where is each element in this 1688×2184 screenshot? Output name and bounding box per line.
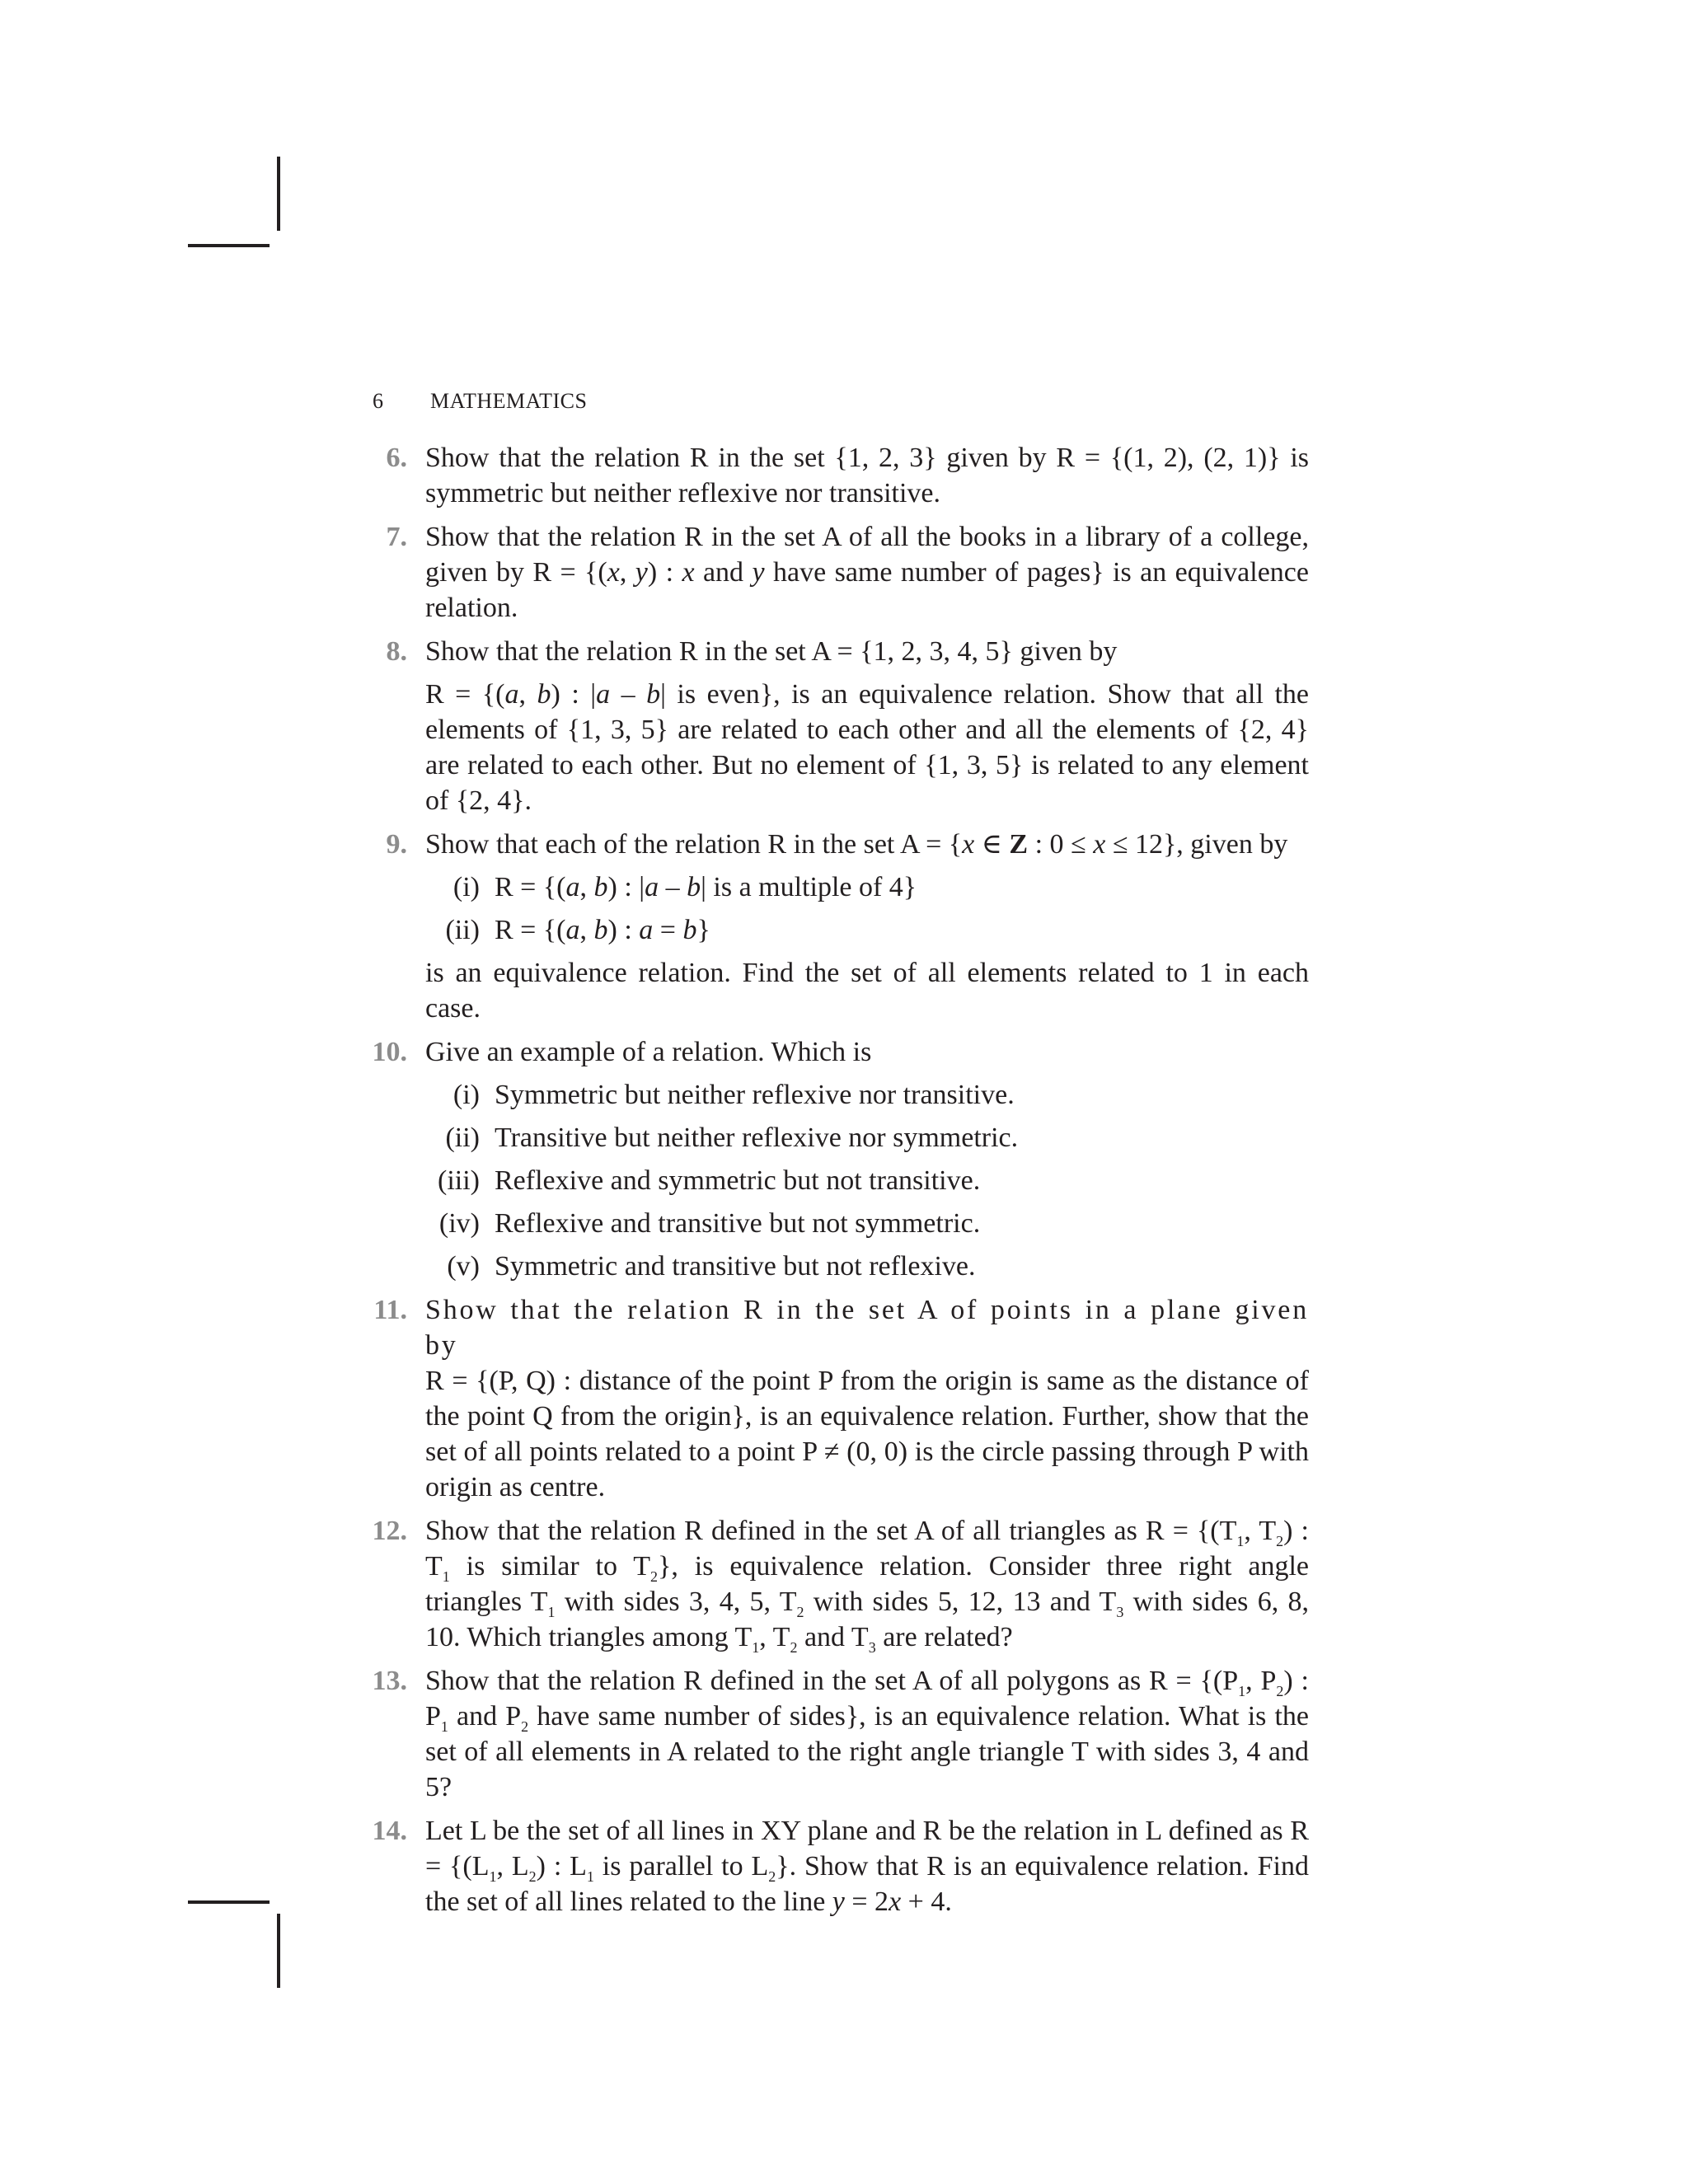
question-number: 7. — [386, 522, 407, 552]
question-number: 10. — [372, 1037, 407, 1067]
sub-item-text: Symmetric and transitive but not reflexive. — [495, 1251, 976, 1282]
sub-item-label: (v) — [447, 1251, 480, 1282]
sub-item-label: (iii) — [438, 1165, 480, 1196]
question-text: Show that the relation R defined in the set A of all triangles as $R = \{(T_1$, $T_2$) : $T_1$ is similar to $T_2$}, is equivalence relation. Consider three right angle triangles $T_1$ with sides 3, 4, 5, $T_2$ with sides 5, 12, 13 and $T_3$ with sides 6, 8, 10. Which triangles among $T_1$, $T_2$ and $T_3$ are related? — [425, 1516, 1309, 1656]
question-number: 11. — [373, 1295, 407, 1325]
crop-mark-bottom-vertical — [277, 1914, 280, 1988]
sub-item-text: Reflexive and transitive but not symmetric. — [495, 1208, 981, 1239]
question-text-continued: is an equivalence relation. Find the set of all elements related to 1 in each case. — [425, 958, 1309, 1024]
question-text-continued: R = {(a, b) : |a – b| is even}, is an equivalence relation. Show that all the elements of {1, 3, 5} are related to each other and all the elements of {2, 4} are related to each other. But no element of {1, 3, 5} is related to any element of {2, 4}. — [425, 679, 1309, 816]
question-text: Let L be the set of all lines in XY plane and R be the relation in L defined as $R = \{(L_1$, $L_2$) : $L_1$ is parallel to $L_2$}. Show that R is an equivalence relation. Find the set of all lines related to the line y = 2x + 4. — [425, 1816, 1309, 1917]
question-number: 14. — [372, 1816, 407, 1846]
question-13 — [363, 1663, 1309, 1805]
sub-item — [425, 1206, 1309, 1241]
sub-item-text: Transitive but neither reflexive nor symmetric. — [495, 1122, 1019, 1153]
question-text: Show that the relation R in the set A of points in a plane given by — [425, 1295, 1309, 1361]
question-9 — [363, 827, 1309, 1026]
page-number: 6 — [373, 389, 384, 413]
sub-item-text: R = {(a, b) : a = b} — [495, 915, 710, 945]
sub-item-label: (ii) — [445, 915, 480, 945]
sub-item — [425, 912, 1309, 948]
question-text: Show that the relation R defined in the set A of all polygons as $R = \{(P_1$, $P_2$) : $P_1$ and $P_2$ have same number of sides}, is an equivalence relation. What is the set of all elements in A related to the right angle triangle T with sides 3, 4 and 5? — [425, 1666, 1310, 1802]
question-number: 9. — [386, 829, 407, 860]
sub-item — [425, 1249, 1309, 1284]
sub-item — [425, 1077, 1309, 1113]
sub-item — [425, 1163, 1309, 1198]
running-header — [373, 389, 587, 414]
sub-item-label: (i) — [452, 1080, 480, 1110]
sub-item — [425, 1120, 1309, 1155]
question-number: 8. — [386, 636, 407, 667]
exercise-list — [363, 440, 1309, 1928]
question-number: 13. — [372, 1666, 407, 1696]
question-12 — [363, 1513, 1309, 1655]
crop-mark-bottom-horizontal — [188, 1900, 270, 1904]
question-text: Give an example of a relation. Which is — [425, 1037, 872, 1067]
question-6 — [363, 440, 1309, 511]
question-number: 12. — [372, 1516, 407, 1546]
sub-item-text: R = {(a, b) : |a – b| is a multiple of 4} — [495, 872, 917, 902]
question-text-continued: R = {(P, Q) : distance of the point P from the origin is same as the distance of the point Q from the origin}, is an equivalence relation. Further, show that the set of all points related to a point P ≠ (0, 0) is the circle passing through P with origin as centre. — [425, 1366, 1309, 1502]
question-11 — [363, 1292, 1309, 1505]
question-text: Show that each of the relation R in the set A = {x ∈ Z : 0 ≤ x ≤ 12}, given by — [425, 829, 1288, 860]
question-7 — [363, 519, 1309, 626]
crop-mark-top-horizontal — [188, 244, 270, 247]
crop-mark-top-vertical — [277, 157, 280, 231]
question-10 — [363, 1034, 1309, 1284]
sub-item-text: Reflexive and symmetric but not transitive. — [495, 1165, 981, 1196]
question-14 — [363, 1813, 1309, 1919]
sub-item-label: (i) — [452, 872, 480, 902]
book-title: MATHEMATICS — [430, 389, 588, 413]
question-number: 6. — [386, 443, 407, 473]
sub-item-text: Symmetric but neither reflexive nor transitive. — [495, 1080, 1015, 1110]
question-text: Show that the relation R in the set A = {1, 2, 3, 4, 5} given by — [425, 636, 1118, 667]
sub-item — [425, 869, 1309, 905]
sub-item-label: (ii) — [445, 1122, 480, 1153]
question-8 — [363, 634, 1309, 818]
question-text: Show that the relation R in the set A of all the books in a library of a college, given by R = {(x, y) : x and y have same number of pages} is an equivalence relation. — [425, 522, 1309, 623]
sub-item-label: (iv) — [438, 1208, 480, 1239]
question-text: Show that the relation R in the set {1, 2, 3} given by R = {(1, 2), (2, 1)} is symmetric but neither reflexive nor transitive. — [425, 443, 1309, 509]
